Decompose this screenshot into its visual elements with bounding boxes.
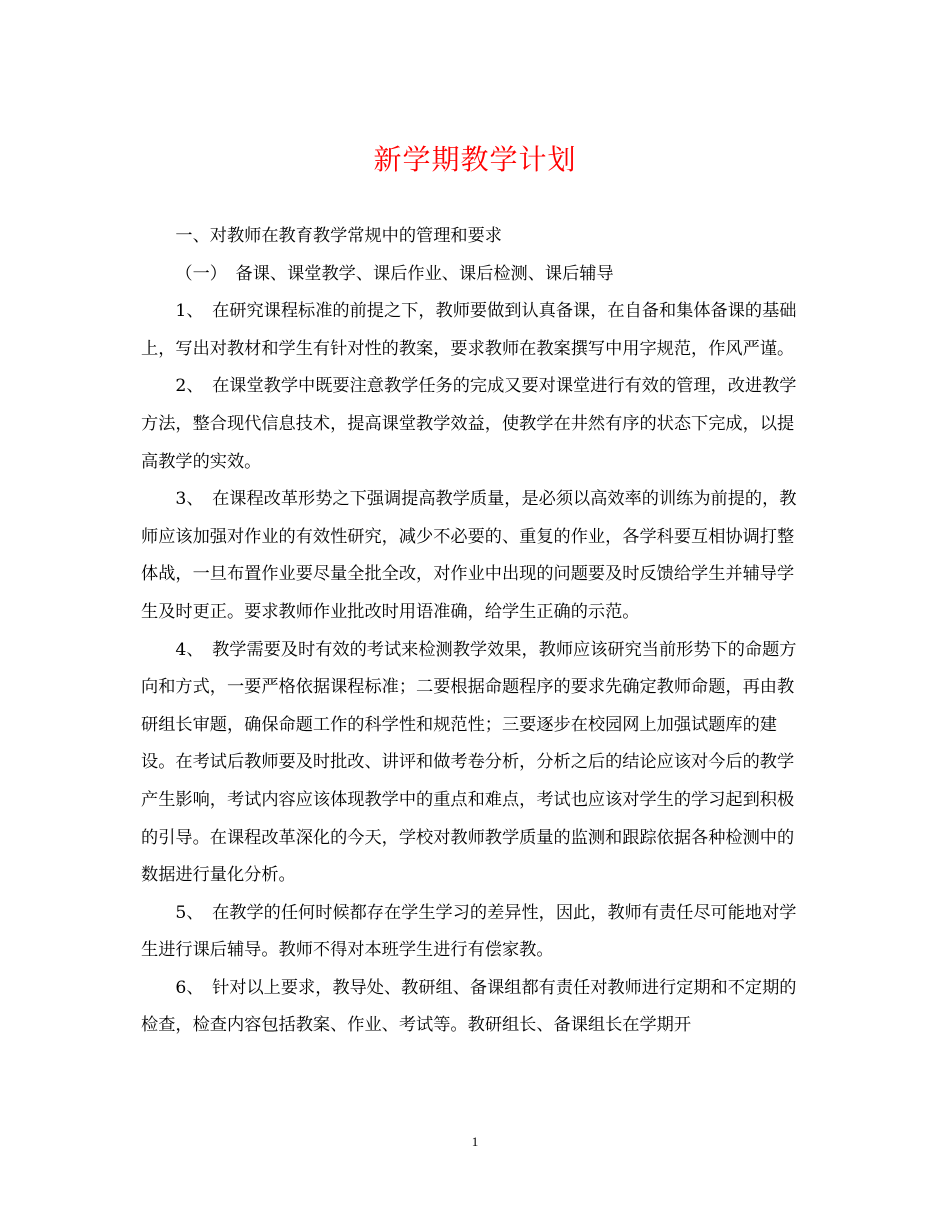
paragraph-item-5: 5、 在教学的任何时候都存在学生学习的差异性，因此，教师有责任尽可能地对学生进行课后辅导。教师不得对本班学生进行有偿家教。 [141, 902, 797, 961]
paragraph-item-6: 6、 针对以上要求，教导处、教研组、备课组都有责任对教师进行定期和不定期的检查，检查内容包括教案、作业、考试等。教研组长、备课组长在学期开 [141, 977, 797, 1036]
section-heading: 一、对教师在教育教学常规中的管理和要求 [175, 226, 502, 246]
paragraph-item-4: 4、 教学需要及时有效的考试来检测教学效果，教师应该研究当前形势下的命题方向和方式，一要严格依据课程标准；二要根据命题程序的要求先确定教师命题，再由教研组长审题，确保命题工作的科学性和规范性；三要逐步在校园网上加强试题库的建设。在考试后教师要及时批改、讲评和做考卷分析，分析之后的结论应该对今后的教学产生影响，考试内容应该体现教学中的重点和难点，考试也应该对学生的学习起到积极的引导。在课程改革深化的今天，学校对教师教学质量的监测和跟踪依据各种检测中的数据进行量化分析。 [141, 639, 797, 886]
paragraph-item-3: 3、 在课程改革形势之下强调提高教学质量，是必须以高效率的训练为前提的，教师应该加强对作业的有效性研究，减少不必要的、重复的作业，各学科要互相协调打整体战，一旦布置作业要尽量全批全改，对作业中出现的问题要及时反馈给学生并辅导学生及时更正。要求教师作业批改时用语准确，给学生正确的示范。 [141, 489, 797, 622]
paragraph-item-2: 2、 在课堂教学中既要注意教学任务的完成又要对课堂进行有效的管理，改进教学方法，整合现代信息技术，提高课堂教学效益，使教学在井然有序的状态下完成，以提高教学的实效。 [141, 376, 797, 472]
paragraph-item-1: 1、 在研究课程标准的前提之下，教师要做到认真备课，在自备和集体备课的基础上，写出对教材和学生有针对性的教案，要求教师在教案撰写中用字规范，作风严谨。 [141, 301, 797, 359]
document-body [141, 218, 803, 1045]
document-title: 新学期教学计划 [373, 143, 577, 176]
page-number: 1 [471, 1134, 479, 1149]
subsection-heading: （一） 备课、课堂教学、课后作业、课后检测、课后辅导 [175, 263, 614, 284]
